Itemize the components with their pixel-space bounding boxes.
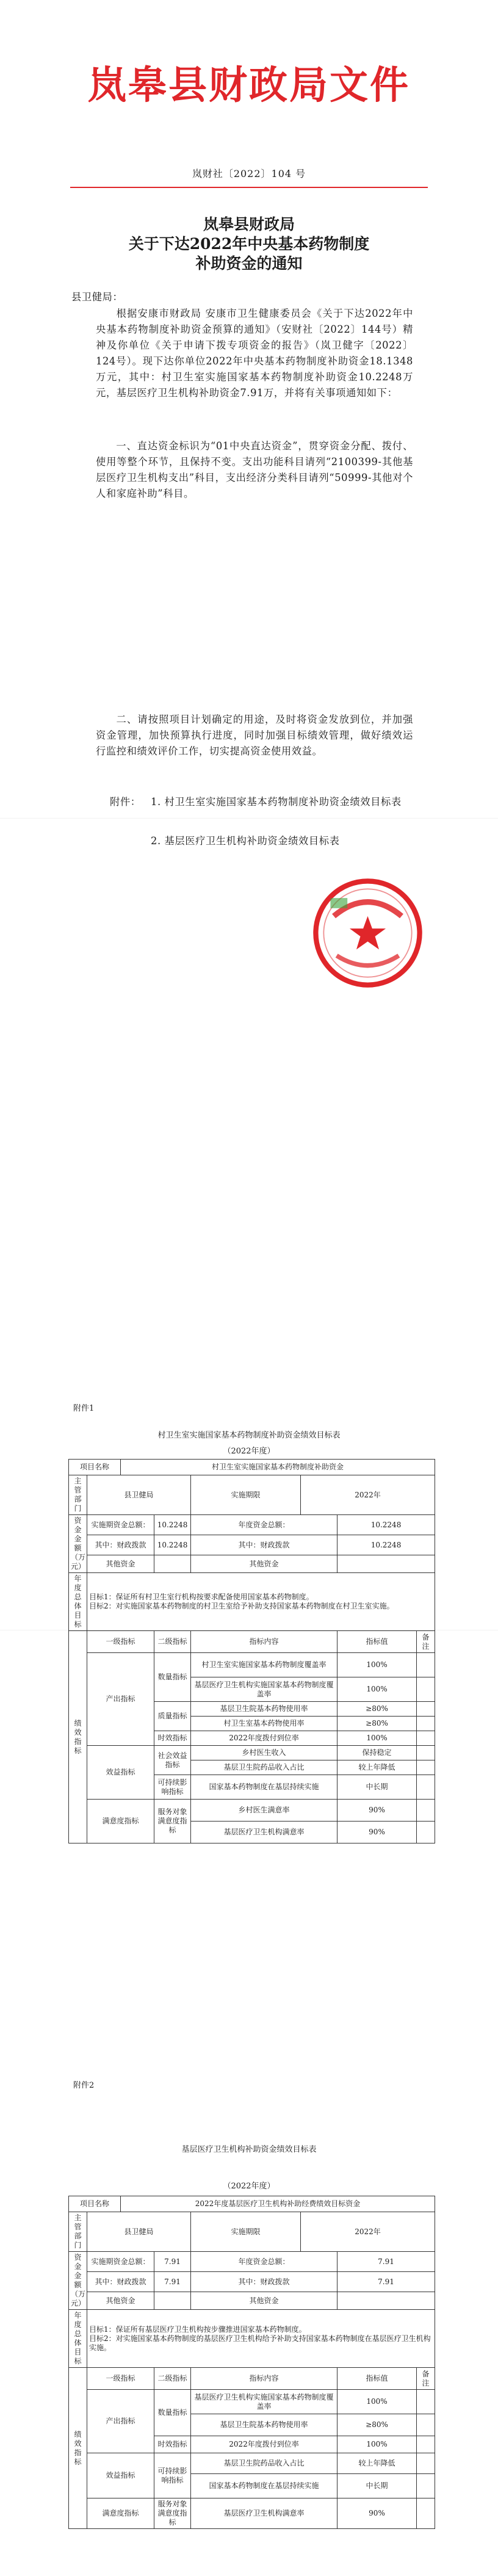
dept-label: 主管部门 (69, 2212, 87, 2252)
col-header-content: 指标内容 (191, 1631, 337, 1653)
table-row-l1: 满意度指标 (87, 2498, 154, 2529)
document-number: 岚财社〔2022〕104 号 (192, 168, 306, 179)
table-row-content: 村卫生室实施国家基本药物制度覆盖率 (191, 1653, 337, 1677)
funds-label: 资金金额（万元） (69, 2252, 87, 2310)
notice-title-line-3: 补助资金的通知 (195, 255, 303, 272)
paragraph-2 (96, 438, 413, 502)
project-name-label: 项目名称 (69, 1460, 121, 1475)
notice-title-line-2: 关于下达2022年中央基本药物制度 (128, 235, 370, 253)
funds-label: 资金金额（万元） (69, 1515, 87, 1573)
goal-2: 目标2：对实施国家基本药物制度的村卫生室给予补助支持国家基本药物制度在村卫生室实施。 (89, 1602, 394, 1610)
table-row-value: 90% (337, 1800, 417, 1822)
col-header-l1: 一级指标 (87, 2368, 154, 2390)
year-total-label: 年度资金总额： (191, 2252, 337, 2272)
impl-value: 2022年 (301, 2212, 435, 2252)
total-label: 实施期资金总额： (87, 2252, 154, 2272)
table-row-l2: 质量指标 (154, 1702, 191, 1731)
annex-1-title: 村卫生室实施国家基本药物制度补助资金绩效目标表 (157, 1431, 341, 1440)
annex-2-table (68, 2196, 435, 2529)
salutation: 县卫健局： (71, 291, 123, 303)
annex-1-year: （2022年度） (223, 1447, 275, 1456)
table-row-content: 2022年度拨付到位率 (191, 2436, 337, 2453)
fiscal2-label: 其中：财政拨款 (191, 2272, 337, 2292)
goal-1: 目标1：保证所有村卫生室行机构按要求配备使用国家基本药物制度。 (89, 1593, 314, 1601)
official-seal-stamp (311, 877, 424, 990)
table-row-content: 基层卫生院基本药物使用率 (191, 2414, 337, 2436)
table-row-l2: 数量指标 (154, 1653, 191, 1702)
table-row-l2: 服务对象满意度指标 (154, 1800, 191, 1843)
red-header-title: 岚皋县财政局文件 (88, 62, 410, 107)
year-total-label: 年度资金总额： (191, 1515, 337, 1535)
table-row-value: 100% (337, 1677, 417, 1702)
fiscal-label: 其中：财政拨款 (87, 1535, 154, 1555)
paragraph-3-text: 二、请按照项目计划确定的用途，及时将资金发放到位，并加强资金管理，加快预算执行进度，同时加强目标绩效管理，做好绩效运行监控和绩效评价工作，切实提高资金使用效益。 (96, 714, 413, 757)
paragraph-1 (96, 306, 413, 401)
impl-label: 实施期限 (191, 1475, 301, 1515)
attachment-label: 附件： (110, 796, 141, 808)
table-row-value: ≥80% (337, 1702, 417, 1717)
annex-2-label: 附件2 (73, 2081, 95, 2090)
year-total-value: 10.2248 (337, 1515, 435, 1535)
table-row-content: 基层卫生院基本药物使用率 (191, 1702, 337, 1717)
goal-2: 目标2：对实施国家基本药物制度的基层医疗卫生机构给予补助支持国家基本药物制度在基层医疗卫生机构实施。 (89, 2334, 431, 2352)
dept-label: 主管部门 (69, 1475, 87, 1515)
fiscal-label: 其中：财政拨款 (87, 2272, 154, 2292)
col-header-note: 备注 (417, 1631, 435, 1653)
table-row-l2: 数量指标 (154, 2390, 191, 2436)
project-name-label: 项目名称 (69, 2196, 121, 2212)
fiscal-value: 7.91 (154, 2272, 191, 2292)
paragraph-1-text: 根据安康市财政局 安康市卫生健康委员会《关于下达2022年中央基本药物制度补助资金预算的通知》（安财社〔2022〕144号）精神及你单位《关于申请下拨专项资金的报告》（岚卫健字〔2022〕124号）。现下达你单位2022年中央基本药物制度补助资金18.1348万元，其中：村卫生室实施国家基本药物制度补助资金10.2248万元，基层医疗卫生机构补助资金7.91万，并将有关事项通知如下： (96, 308, 413, 399)
table-row-l1: 满意度指标 (87, 1800, 154, 1843)
col-header-l1: 一级指标 (87, 1631, 154, 1653)
table-row-content: 村卫生室基本药物使用率 (191, 1717, 337, 1731)
table-row-l1: 产出指标 (87, 1653, 154, 1746)
table-row-l2: 社会效益指标 (154, 1746, 191, 1775)
fiscal-value: 10.2248 (154, 1535, 191, 1555)
dept-value: 县卫健局 (87, 2212, 191, 2252)
table-row-value: 较上年降低 (337, 2453, 417, 2474)
other2-label: 其他资金 (191, 1555, 337, 1573)
other-label: 其他资金 (87, 2292, 154, 2310)
table-row-l1: 产出指标 (87, 2390, 154, 2453)
table-row-l1: 效益指标 (87, 1746, 154, 1800)
table-row-content: 乡村医生收入 (191, 1746, 337, 1760)
annex-1-table (68, 1459, 435, 1843)
total-value: 7.91 (154, 2252, 191, 2272)
table-row-l2: 服务对象满意度指标 (154, 2498, 191, 2529)
paragraph-3 (96, 712, 413, 759)
year-total-value: 7.91 (337, 2252, 435, 2272)
table-row-content: 基层医疗卫生机构实施国家基本药物制度覆盖率 (191, 1677, 337, 1702)
project-name-value: 2022年度基层医疗卫生机构补助经费绩效目标资金 (121, 2196, 435, 2212)
fiscal2-value: 7.91 (337, 2272, 435, 2292)
table-row-value: 100% (337, 1731, 417, 1746)
table-row-value: 保持稳定 (337, 1746, 417, 1760)
dept-value: 县卫健局 (87, 1475, 191, 1515)
table-row-content: 基层卫生院药品收入占比 (191, 1760, 337, 1775)
annex-2-title: 基层医疗卫生机构补助资金绩效目标表 (181, 2145, 317, 2154)
table-row-content: 基层医疗卫生机构满意率 (191, 2498, 337, 2529)
paragraph-2-text: 一、直达资金标识为“01中央直达资金”，贯穿资金分配、拨付、使用等整个环节，且保持不变。支出功能科目请列“2100399-其他基层医疗卫生机构支出”科目，支出经济分类科目请列“50999-其他对个人和家庭补助”科目。 (96, 440, 413, 499)
col-header-content: 指标内容 (191, 2368, 337, 2390)
other-label: 其他资金 (87, 1555, 154, 1573)
impl-label: 实施期限 (191, 2212, 301, 2252)
total-label: 实施期资金总额： (87, 1515, 154, 1535)
table-row-content: 2022年度拨付到位率 (191, 1731, 337, 1746)
table-row-value: 100% (337, 1653, 417, 1677)
table-row-value: 中长期 (337, 1775, 417, 1800)
col-header-value: 指标值 (337, 2368, 417, 2390)
annex-1-label: 附件1 (73, 1404, 95, 1413)
table-row-content: 乡村医生满意率 (191, 1800, 337, 1822)
impl-value: 2022年 (301, 1475, 435, 1515)
table-row-value: 90% (337, 2498, 417, 2529)
table-row-l2: 可持续影响指标 (154, 2453, 191, 2498)
col-header-l2: 二级指标 (154, 1631, 191, 1653)
goal-text (87, 1573, 435, 1631)
table-row-value: ≥80% (337, 1717, 417, 1731)
notice-title-line-1: 岚皋县财政局 (203, 215, 295, 233)
table-row-content: 基层医疗卫生机构满意率 (191, 1822, 337, 1843)
table-row-value: 较上年降低 (337, 1760, 417, 1775)
table-row-value: 100% (337, 2436, 417, 2453)
col-header-value: 指标值 (337, 1631, 417, 1653)
annex-2-year: （2022年度） (223, 2182, 275, 2191)
col-header-l2: 二级指标 (154, 2368, 191, 2390)
table-row-content: 基层卫生院药品收入占比 (191, 2453, 337, 2474)
goal-label: 年度总体目标 (69, 2310, 87, 2368)
red-divider-line (70, 187, 428, 188)
table-row-value: 100% (337, 2390, 417, 2414)
perf-label: 绩效指标 (69, 2368, 87, 2529)
fiscal2-label: 其中：财政拨款 (191, 1535, 337, 1555)
table-row-l2: 可持续影响指标 (154, 1775, 191, 1800)
table-row-value: ≥80% (337, 2414, 417, 2436)
total-value: 10.2248 (154, 1515, 191, 1535)
table-row-value: 中长期 (337, 2474, 417, 2498)
col-header-note: 备注 (417, 2368, 435, 2390)
perf-label: 绩效指标 (69, 1631, 87, 1843)
table-row-content: 基层医疗卫生机构实施国家基本药物制度覆盖率 (191, 2390, 337, 2414)
goal-1: 目标1：保证所有基层医疗卫生机构按步骤推进国家基本药物制度。 (89, 2325, 306, 2334)
document-page-1 (0, 0, 498, 818)
fiscal2-value: 10.2248 (337, 1535, 435, 1555)
goal-label: 年度总体目标 (69, 1573, 87, 1631)
attachment-1: 1. 村卫生室实施国家基本药物制度补助资金绩效目标表 (151, 796, 402, 808)
table-row-l2: 时效指标 (154, 1731, 191, 1746)
attachment-2: 2. 基层医疗卫生机构补助资金绩效目标表 (151, 835, 340, 847)
goal-text (87, 2310, 435, 2368)
table-row-content: 国家基本药物制度在基层持续实施 (191, 1775, 337, 1800)
table-row-l1: 效益指标 (87, 2453, 154, 2498)
other2-label: 其他资金 (191, 2292, 337, 2310)
project-name-value: 村卫生室实施国家基本药物制度补助资金 (121, 1460, 435, 1475)
table-row-content: 国家基本药物制度在基层持续实施 (191, 2474, 337, 2498)
table-row-value: 90% (337, 1822, 417, 1843)
table-row-l2: 时效指标 (154, 2436, 191, 2453)
